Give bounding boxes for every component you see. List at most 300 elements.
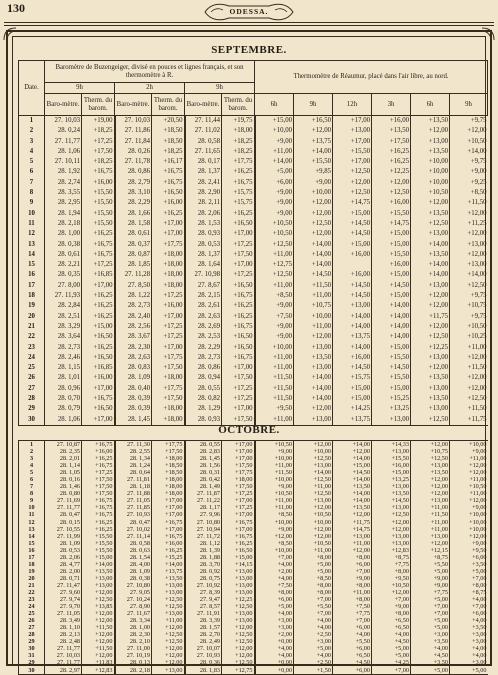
value-cell: 28. 0,17 [185, 157, 222, 167]
value-cell: +14,00 [294, 384, 333, 394]
value-cell: +16,75 [152, 533, 185, 540]
value-cell: +13,25 [372, 476, 411, 483]
value-cell: +16,00 [152, 540, 185, 547]
value-cell: 28. 1,64 [185, 260, 222, 270]
value-cell: +4,00 [255, 610, 294, 617]
table-row [19, 617, 488, 624]
value-cell: +9,75 [450, 116, 488, 127]
value-cell: +5,00 [450, 667, 488, 675]
baro-sub-header: Baro-mètre. [185, 94, 222, 116]
value-cell: +12,50 [294, 219, 333, 229]
header-rule [4, 22, 494, 23]
value-cell: +13,85 [82, 603, 115, 610]
value-cell: +10,50 [372, 582, 411, 589]
value-cell: +16,50 [82, 404, 115, 414]
value-cell: +16,75 [82, 462, 115, 469]
value-cell: +11,00 [255, 497, 294, 504]
value-cell: +17,25 [222, 394, 255, 404]
value-cell: +14,00 [333, 343, 372, 353]
corner-ornament-icon [480, 26, 496, 42]
value-cell: 27. 10,87 [45, 441, 82, 449]
value-cell: +15,50 [82, 198, 115, 208]
value-cell: +14,50 [333, 281, 372, 291]
value-cell: +7,00 [450, 575, 488, 582]
value-cell: +16,75 [222, 533, 255, 540]
value-cell: +13,00 [450, 260, 488, 270]
value-cell: +10,50 [411, 188, 450, 198]
value-cell: 28. 1,01 [45, 373, 82, 383]
thermometer-header: Thermomètre de Réaumur, placé dans l'air libre, au nord. [255, 61, 488, 94]
value-cell: +17,50 [82, 483, 115, 490]
value-cell: +9,00 [255, 301, 294, 311]
value-cell: +19,00 [82, 116, 115, 127]
value-cell: 28. 0,31 [185, 469, 222, 476]
value-cell: +15,25 [372, 394, 411, 404]
value-cell: +12,50 [294, 476, 333, 483]
value-cell: +11,50 [82, 645, 115, 652]
value-cell: +17,00 [82, 384, 115, 394]
value-cell: +10,00 [411, 167, 450, 177]
baro-sub-header: Baro-mètre. [115, 94, 152, 116]
date-cell: 13 [19, 526, 45, 533]
value-cell: 28. 1,57 [185, 624, 222, 631]
value-cell: 28. 2,30 [115, 631, 152, 638]
value-cell: +18,00 [152, 404, 185, 414]
date-cell: 27 [19, 384, 45, 394]
value-cell: +16,00 [82, 178, 115, 188]
value-cell: +12,00 [411, 291, 450, 301]
value-cell: 27. 10,55 [45, 526, 82, 533]
value-cell: 27. 10,80 [115, 582, 152, 589]
value-cell: 27. 11,78 [115, 157, 152, 167]
value-cell: +10,00 [294, 448, 333, 455]
value-cell: +17,00 [222, 497, 255, 504]
date-cell: 10 [19, 504, 45, 511]
value-cell: +16,00 [82, 448, 115, 455]
value-cell: +18,00 [152, 476, 185, 483]
value-cell: 27. 11,77 [45, 645, 82, 652]
value-cell: +11,00 [255, 250, 294, 260]
value-cell: +15,00 [372, 384, 411, 394]
value-cell: +13,00 [294, 462, 333, 469]
value-cell: +15,00 [333, 240, 372, 250]
value-cell: +15,50 [82, 219, 115, 229]
table-row [19, 291, 488, 301]
value-cell: 28. 4,00 [115, 561, 152, 568]
value-cell: +12,50 [222, 659, 255, 666]
month-title: OCTOBRE. [218, 424, 280, 436]
baro-sub-header: Baro-mètre. [45, 94, 82, 116]
value-cell: 28. 0,47 [45, 511, 82, 518]
value-cell: 28. 1,37 [185, 250, 222, 260]
value-cell: 28. 0,53 [45, 547, 82, 554]
table-row [19, 568, 488, 575]
value-cell: +14,00 [294, 250, 333, 260]
value-cell: +16,50 [152, 188, 185, 198]
value-cell: +17,50 [372, 137, 411, 147]
value-cell: +9,50 [255, 404, 294, 414]
value-cell: +17,00 [222, 229, 255, 239]
value-cell: 28. 1,09 [45, 540, 82, 547]
value-cell: 28. 1,56 [185, 462, 222, 469]
value-cell: +16,25 [152, 209, 185, 219]
value-cell: +15,50 [82, 209, 115, 219]
date-cell: 29 [19, 638, 45, 645]
value-cell: +17,00 [82, 281, 115, 291]
value-cell: +16,00 [333, 270, 372, 280]
value-cell: +16,25 [82, 291, 115, 301]
value-cell: +7,50 [255, 312, 294, 322]
value-cell: +6,50 [372, 617, 411, 624]
value-cell: 27. 8,39 [185, 589, 222, 596]
value-cell: +10,00 [411, 178, 450, 188]
value-cell: +7,75 [333, 610, 372, 617]
value-cell: 28. 1,12 [185, 540, 222, 547]
value-cell: 27. 10,93 [115, 511, 152, 518]
value-cell: +9,00 [411, 575, 450, 582]
value-cell: 27. 10,92 [185, 582, 222, 589]
therm-sub-header: Therm. du barom. [222, 94, 255, 116]
value-cell: +17,00 [333, 116, 372, 127]
value-cell: 28. 0,26 [115, 147, 152, 157]
value-cell: +13,00 [82, 575, 115, 582]
value-cell: +17,25 [222, 504, 255, 511]
value-cell: 27. 9,60 [45, 589, 82, 596]
value-cell: 28. 0,86 [185, 363, 222, 373]
value-cell: 27. 11,02 [185, 126, 222, 136]
value-cell: 28. 1,34 [115, 455, 152, 462]
value-cell: +3,00 [255, 624, 294, 631]
value-cell: +15,50 [294, 157, 333, 167]
value-cell: +15,25 [152, 554, 185, 561]
table-row [19, 312, 488, 322]
value-cell: +17,00 [222, 404, 255, 414]
value-cell: 28. 2,97 [45, 667, 82, 675]
value-cell: +10,75 [294, 301, 333, 311]
value-cell: +15,00 [372, 291, 411, 301]
value-cell: 28. 1,09 [115, 373, 152, 383]
value-cell: 27. 8,00 [45, 281, 82, 291]
value-cell: +17,75 [152, 441, 185, 449]
value-cell: 27. 11,05 [45, 610, 82, 617]
value-cell: +13,50 [411, 250, 450, 260]
value-cell: 27. 11,93 [45, 291, 82, 301]
value-cell: +12,00 [82, 610, 115, 617]
value-cell: +11,00 [450, 476, 488, 483]
value-cell: +14,00 [333, 312, 372, 322]
value-cell: +18,50 [152, 137, 185, 147]
value-cell: +9,00 [255, 526, 294, 533]
value-cell: +14,50 [372, 497, 411, 504]
value-cell: 28. 0,79 [45, 404, 82, 414]
value-cell: 27. 8,57 [185, 603, 222, 610]
value-cell: +14,50 [333, 219, 372, 229]
value-cell: +17,00 [152, 343, 185, 353]
table-row [19, 455, 488, 462]
table-row [19, 667, 488, 675]
value-cell: +10,50 [255, 441, 294, 449]
value-cell: +11,00 [411, 526, 450, 533]
value-cell: +15,75 [222, 188, 255, 198]
date-cell: 24 [19, 603, 45, 610]
table-body [19, 441, 488, 675]
table-row [19, 596, 488, 603]
value-cell: +13,00 [372, 504, 411, 511]
value-cell: 28. 2,41 [185, 178, 222, 188]
value-cell: +6,50 [333, 652, 372, 659]
value-cell: +10,00 [294, 312, 333, 322]
value-cell: +16,25 [222, 301, 255, 311]
value-cell: +13,50 [82, 568, 115, 575]
value-cell: +9,00 [255, 322, 294, 332]
value-cell: +15,00 [333, 462, 372, 469]
value-cell: +13,00 [411, 462, 450, 469]
value-cell: +16,75 [82, 511, 115, 518]
date-cell: 11 [19, 511, 45, 518]
value-cell: +18,25 [152, 147, 185, 157]
therm-hour-header: 9h [294, 94, 333, 116]
value-cell: +8,00 [255, 589, 294, 596]
value-cell: +17,00 [222, 526, 255, 533]
value-cell: 27. 10,19 [115, 652, 152, 659]
value-cell: +6,00 [333, 561, 372, 568]
table-row [19, 497, 488, 504]
value-cell: +15,75 [222, 198, 255, 208]
value-cell: 28. 2,73 [45, 343, 82, 353]
value-cell: 28. 1,29 [185, 404, 222, 414]
value-cell: +12,00 [411, 301, 450, 311]
value-cell: +17,00 [152, 497, 185, 504]
value-cell: 28. 1,54 [115, 554, 152, 561]
value-cell: 28. 2,79 [115, 178, 152, 188]
value-cell: +17,50 [82, 476, 115, 483]
value-cell: +12,00 [450, 533, 488, 540]
value-cell: +12,00 [411, 476, 450, 483]
value-cell: 28. 0,39 [115, 394, 152, 404]
value-cell: 28. 2,06 [185, 209, 222, 219]
value-cell: 27. 10,11 [45, 157, 82, 167]
value-cell: +9,00 [255, 188, 294, 198]
date-cell: 12 [19, 229, 45, 239]
month-title: SEPTEMBRE. [211, 44, 287, 56]
value-cell: 28. 3,39 [185, 617, 222, 624]
therm-sub-header: Therm. du barom. [152, 94, 185, 116]
value-cell: +17,75 [222, 157, 255, 167]
value-cell: 28. 0,36 [185, 659, 222, 666]
value-cell: +14,75 [333, 526, 372, 533]
value-cell: +18,25 [222, 137, 255, 147]
value-cell: +11,00 [255, 353, 294, 363]
value-cell: 28. 3,55 [45, 188, 82, 198]
value-cell: +15,00 [333, 384, 372, 394]
value-cell: +13,00 [372, 533, 411, 540]
table-row [19, 490, 488, 497]
value-cell: +16,25 [82, 455, 115, 462]
value-cell: +13,00 [152, 610, 185, 617]
value-cell: +6,00 [450, 610, 488, 617]
value-cell: 28. 1,00 [115, 624, 152, 631]
value-cell: +9,00 [255, 137, 294, 147]
table-row [19, 652, 488, 659]
value-cell: 28. 0,55 [185, 384, 222, 394]
value-cell: +6,00 [255, 178, 294, 188]
table-row [19, 384, 488, 394]
value-cell: +6,00 [450, 554, 488, 561]
value-cell: +12,00 [411, 490, 450, 497]
value-cell: +4,25 [372, 659, 411, 666]
table-row [19, 554, 488, 561]
value-cell: +10,50 [450, 483, 488, 490]
value-cell: +14,50 [333, 469, 372, 476]
value-cell: +13,50 [152, 575, 185, 582]
value-cell: +10,50 [450, 322, 488, 332]
date-cell: 11 [19, 219, 45, 229]
table-row [19, 240, 488, 250]
value-cell: +10,00 [294, 188, 333, 198]
value-cell: +8,75 [411, 554, 450, 561]
value-cell: 27. 11,22 [185, 497, 222, 504]
value-cell: +12,00 [372, 526, 411, 533]
value-cell: +12,50 [411, 219, 450, 229]
therm-hour-header: 12h [333, 94, 372, 116]
date-cell: 3 [19, 137, 45, 147]
value-cell: +8,50 [255, 511, 294, 518]
value-cell: +6,00 [333, 624, 372, 631]
value-cell: +12,00 [222, 652, 255, 659]
value-cell: +12,00 [82, 638, 115, 645]
weather-table-october [18, 440, 488, 675]
value-cell: +12,50 [152, 638, 185, 645]
value-cell: 28. 1,09 [115, 568, 152, 575]
value-cell: +4,00 [255, 652, 294, 659]
value-cell: 28. 1,06 [45, 415, 82, 426]
value-cell: +18,50 [152, 126, 185, 136]
value-cell: +13,50 [333, 483, 372, 490]
value-cell: +12,00 [333, 448, 372, 455]
value-cell: +11,50 [255, 469, 294, 476]
value-cell: 28. 2,53 [185, 332, 222, 342]
table-row [19, 353, 488, 363]
value-cell: +18,00 [152, 281, 185, 291]
value-cell: +17,50 [222, 483, 255, 490]
value-cell: +16,25 [82, 301, 115, 311]
date-cell: 4 [19, 462, 45, 469]
value-cell: +17,00 [333, 157, 372, 167]
value-cell: 28. 1,92 [45, 167, 82, 177]
value-cell: +14,00 [294, 147, 333, 157]
value-cell: +11,00 [294, 547, 333, 554]
date-cell: 13 [19, 240, 45, 250]
value-cell: +12,00 [82, 631, 115, 638]
table-row [19, 547, 488, 554]
value-cell: 28. 1,53 [185, 219, 222, 229]
value-cell: 28. 0,64 [115, 469, 152, 476]
table-row [19, 526, 488, 533]
therm-sub-header: Therm. du barom. [82, 94, 115, 116]
value-cell: +16,50 [222, 281, 255, 291]
value-cell: +17,00 [222, 441, 255, 449]
value-cell: +12,00 [333, 178, 372, 188]
table-row [19, 631, 488, 638]
value-cell: +16,00 [372, 462, 411, 469]
value-cell: +13,00 [294, 497, 333, 504]
value-cell: +13,00 [411, 404, 450, 414]
table-row [19, 404, 488, 414]
value-cell: 27. 10,03 [45, 652, 82, 659]
value-cell: +12,00 [411, 126, 450, 136]
value-cell: +8,00 [372, 568, 411, 575]
value-cell: +12,00 [82, 589, 115, 596]
value-cell: +18,00 [152, 250, 185, 260]
value-cell: +13,00 [372, 415, 411, 426]
value-cell: +8,00 [333, 596, 372, 603]
value-cell: +13,50 [333, 504, 372, 511]
date-cell: 9 [19, 497, 45, 504]
value-cell: +12,50 [255, 270, 294, 280]
value-cell: +12,50 [333, 167, 372, 177]
value-cell: +17,25 [222, 384, 255, 394]
therm-hour-header: 6h [411, 94, 450, 116]
value-cell: 28. 2,15 [185, 291, 222, 301]
value-cell: +13,00 [411, 137, 450, 147]
date-cell: 16 [19, 270, 45, 280]
value-cell: +7,00 [255, 554, 294, 561]
table-row [19, 281, 488, 291]
value-cell: +3,50 [450, 624, 488, 631]
value-cell: 28. 0,61 [45, 250, 82, 260]
table-row [19, 343, 488, 353]
date-cell: 7 [19, 178, 45, 188]
value-cell: +17,75 [152, 384, 185, 394]
value-cell: +13,00 [152, 667, 185, 675]
value-cell: +18,25 [222, 147, 255, 157]
value-cell: +17,00 [222, 260, 255, 270]
value-cell: +5,00 [372, 652, 411, 659]
value-cell: +9,00 [450, 448, 488, 455]
table-row [19, 504, 488, 511]
value-cell: +16,75 [152, 519, 185, 526]
date-cell: 21 [19, 322, 45, 332]
value-cell: 28. 2,83 [185, 448, 222, 455]
value-cell: 27. 11,77 [45, 504, 82, 511]
value-cell: +15,50 [82, 547, 115, 554]
value-cell: 28. 0,55 [185, 441, 222, 449]
value-cell: +13,00 [222, 589, 255, 596]
value-cell: 27. 11,44 [185, 116, 222, 127]
value-cell: +14,00 [152, 561, 185, 568]
table-row [19, 198, 488, 208]
value-cell: +8,75 [450, 589, 488, 596]
value-cell: +14,00 [294, 240, 333, 250]
value-cell: +14,50 [294, 270, 333, 280]
value-cell: +3,00 [411, 631, 450, 638]
value-cell: +15,00 [372, 469, 411, 476]
table-row [19, 301, 488, 311]
value-cell: +12,00 [411, 540, 450, 547]
value-cell: 27. 10,93 [185, 652, 222, 659]
date-cell: 30 [19, 645, 45, 652]
value-cell: 27. 9,96 [185, 511, 222, 518]
value-cell: +14,00 [333, 455, 372, 462]
value-cell: +16,50 [294, 116, 333, 127]
value-cell: 28. 0,38 [45, 240, 82, 250]
value-cell: +2,50 [294, 631, 333, 638]
value-cell: +8,00 [333, 554, 372, 561]
value-cell: +10,00 [255, 343, 294, 353]
value-cell: 28. 1,22 [115, 291, 152, 301]
value-cell: 28. 2,63 [185, 312, 222, 322]
value-cell: 27. 11,91 [185, 610, 222, 617]
